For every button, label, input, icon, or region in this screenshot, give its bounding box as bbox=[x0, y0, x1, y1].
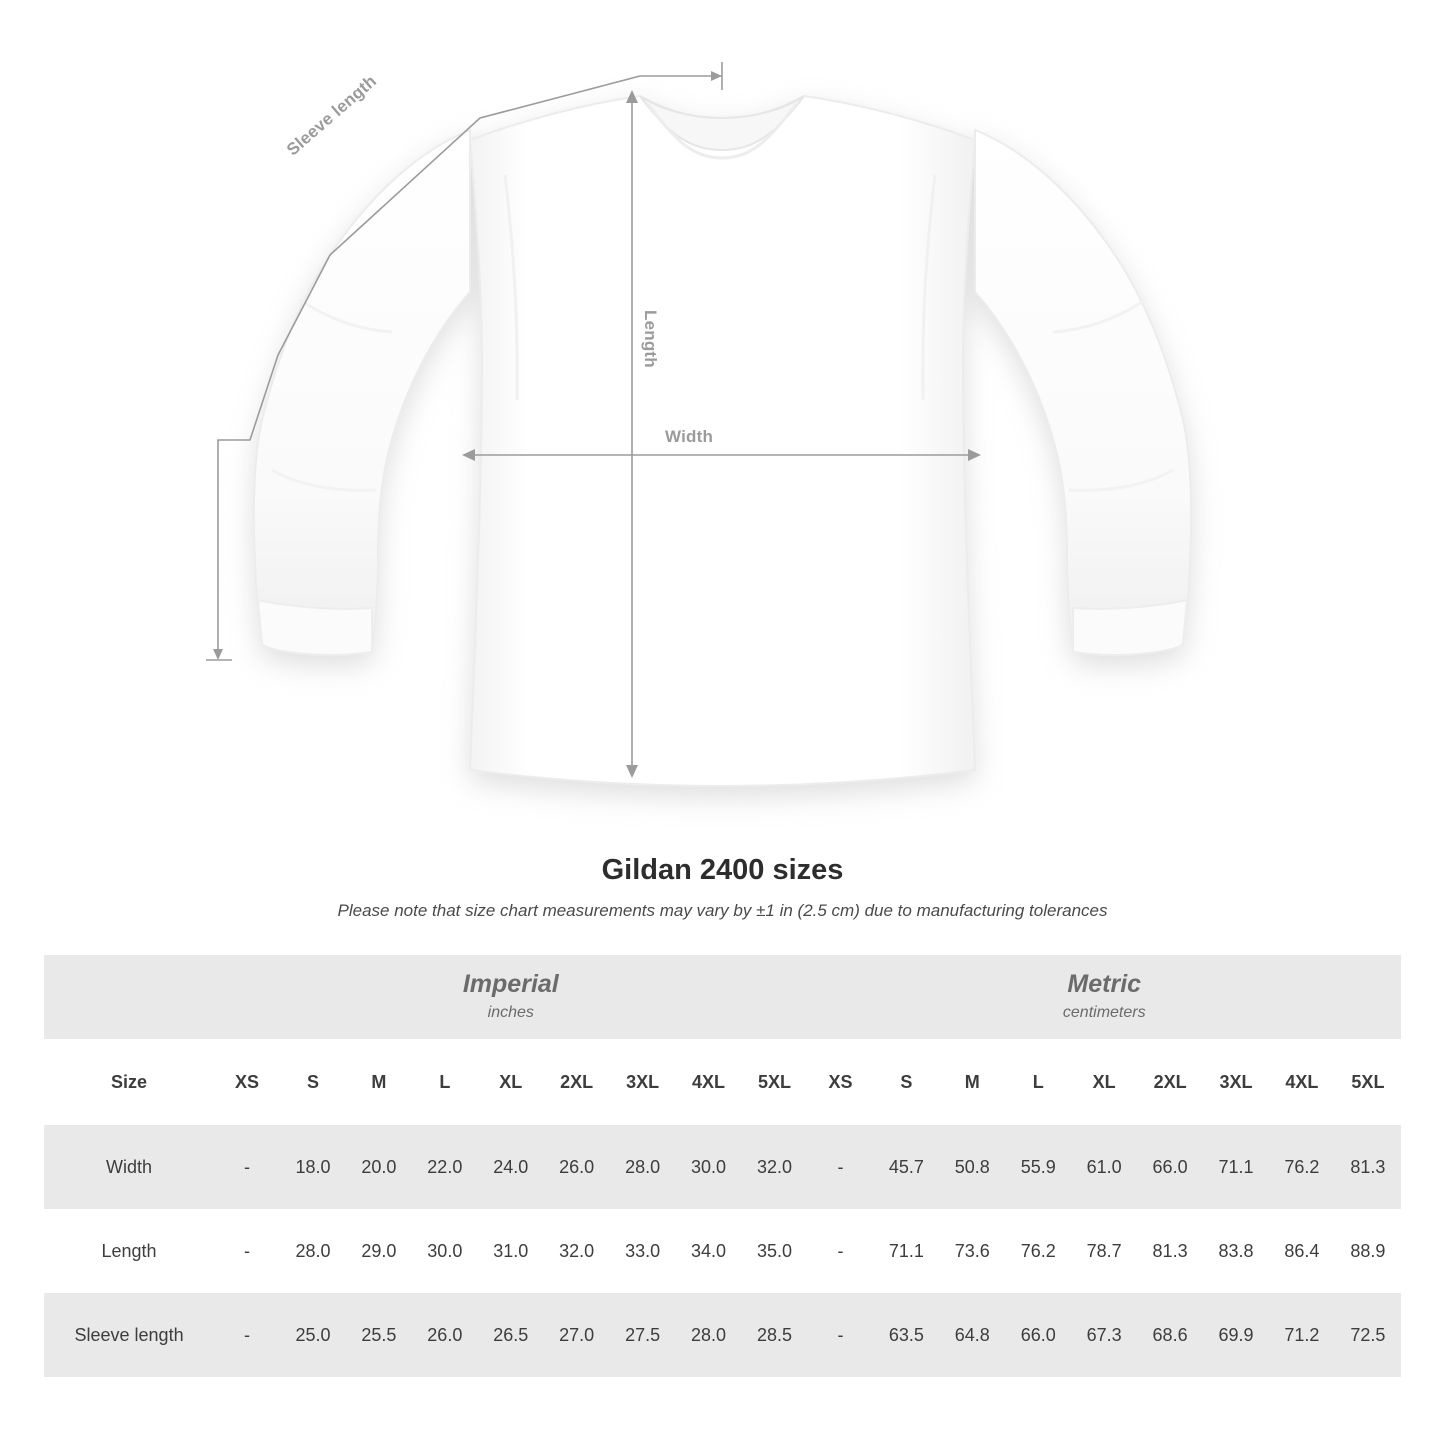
col-header-imperial-l: L bbox=[412, 1039, 478, 1125]
cell-width-imperial-m: 20.0 bbox=[346, 1125, 412, 1209]
cell-length-metric-5xl: 88.9 bbox=[1335, 1209, 1401, 1293]
cell-width-imperial-4xl: 30.0 bbox=[676, 1125, 742, 1209]
size-table-wrapper bbox=[44, 955, 1401, 1377]
col-header-metric-l: L bbox=[1005, 1039, 1071, 1125]
chart-title-block bbox=[0, 854, 1445, 921]
cell-width-metric-4xl: 76.2 bbox=[1269, 1125, 1335, 1209]
cell-sleeve-imperial-3xl: 27.5 bbox=[610, 1293, 676, 1377]
cell-width-metric-5xl: 81.3 bbox=[1335, 1125, 1401, 1209]
length-dimension-label: Length bbox=[641, 310, 660, 368]
cell-sleeve-metric-5xl: 72.5 bbox=[1335, 1293, 1401, 1377]
cell-width-metric-3xl: 71.1 bbox=[1203, 1125, 1269, 1209]
cell-sleeve-imperial-5xl: 28.5 bbox=[741, 1293, 807, 1377]
cell-length-metric-2xl: 81.3 bbox=[1137, 1209, 1203, 1293]
imperial-unit-sub: inches bbox=[487, 1003, 534, 1021]
cell-length-metric-3xl: 83.8 bbox=[1203, 1209, 1269, 1293]
col-header-metric-s: S bbox=[873, 1039, 939, 1125]
sleeve-length-dimension-label: Sleeve length bbox=[283, 71, 381, 160]
row-label-sleeve-length: Sleeve length bbox=[44, 1293, 214, 1377]
row-label-width: Width bbox=[44, 1125, 214, 1209]
shirt-shape bbox=[254, 96, 1191, 786]
cell-width-metric-xs: - bbox=[808, 1125, 874, 1209]
row-label-length: Length bbox=[44, 1209, 214, 1293]
cell-sleeve-imperial-l: 26.0 bbox=[412, 1293, 478, 1377]
col-header-metric-2xl: 2XL bbox=[1137, 1039, 1203, 1125]
width-dimension-label: Width bbox=[665, 427, 714, 446]
table-row bbox=[44, 1209, 1401, 1293]
col-header-imperial-2xl: 2XL bbox=[544, 1039, 610, 1125]
units-blank-cell bbox=[44, 955, 214, 1039]
cell-sleeve-imperial-xs: - bbox=[214, 1293, 280, 1377]
cell-sleeve-imperial-4xl: 28.0 bbox=[676, 1293, 742, 1377]
cell-length-metric-xl: 78.7 bbox=[1071, 1209, 1137, 1293]
cell-width-imperial-xl: 24.0 bbox=[478, 1125, 544, 1209]
cell-length-imperial-5xl: 35.0 bbox=[741, 1209, 807, 1293]
cell-width-imperial-2xl: 26.0 bbox=[544, 1125, 610, 1209]
imperial-unit-name: Imperial bbox=[462, 969, 559, 998]
cell-width-imperial-3xl: 28.0 bbox=[610, 1125, 676, 1209]
col-header-metric-4xl: 4XL bbox=[1269, 1039, 1335, 1125]
cell-sleeve-metric-2xl: 68.6 bbox=[1137, 1293, 1203, 1377]
col-header-metric-xs: XS bbox=[808, 1039, 874, 1125]
cell-length-imperial-2xl: 32.0 bbox=[544, 1209, 610, 1293]
cell-sleeve-imperial-2xl: 27.0 bbox=[544, 1293, 610, 1377]
col-header-imperial-5xl: 5XL bbox=[741, 1039, 807, 1125]
size-chart-table bbox=[44, 955, 1401, 1377]
cell-length-imperial-l: 30.0 bbox=[412, 1209, 478, 1293]
cell-width-metric-m: 50.8 bbox=[939, 1125, 1005, 1209]
col-header-metric-xl: XL bbox=[1071, 1039, 1137, 1125]
cell-length-metric-s: 71.1 bbox=[873, 1209, 939, 1293]
cell-width-imperial-l: 22.0 bbox=[412, 1125, 478, 1209]
cell-sleeve-metric-m: 64.8 bbox=[939, 1293, 1005, 1377]
col-header-metric-3xl: 3XL bbox=[1203, 1039, 1269, 1125]
metric-unit-name: Metric bbox=[1067, 969, 1142, 998]
cell-sleeve-metric-l: 66.0 bbox=[1005, 1293, 1071, 1377]
size-row-header: Size bbox=[44, 1039, 214, 1125]
cell-length-imperial-4xl: 34.0 bbox=[676, 1209, 742, 1293]
units-header-row bbox=[44, 955, 1401, 1039]
cell-length-imperial-3xl: 33.0 bbox=[610, 1209, 676, 1293]
table-row bbox=[44, 1293, 1401, 1377]
cell-sleeve-imperial-xl: 26.5 bbox=[478, 1293, 544, 1377]
cell-length-imperial-s: 28.0 bbox=[280, 1209, 346, 1293]
cell-width-imperial-5xl: 32.0 bbox=[741, 1125, 807, 1209]
cell-width-imperial-s: 18.0 bbox=[280, 1125, 346, 1209]
cell-width-metric-xl: 61.0 bbox=[1071, 1125, 1137, 1209]
size-header-row bbox=[44, 1039, 1401, 1125]
cell-length-metric-m: 73.6 bbox=[939, 1209, 1005, 1293]
cell-length-metric-4xl: 86.4 bbox=[1269, 1209, 1335, 1293]
cell-sleeve-imperial-m: 25.5 bbox=[346, 1293, 412, 1377]
col-header-imperial-xl: XL bbox=[478, 1039, 544, 1125]
cell-length-imperial-xl: 31.0 bbox=[478, 1209, 544, 1293]
table-row bbox=[44, 1125, 1401, 1209]
cell-length-metric-l: 76.2 bbox=[1005, 1209, 1071, 1293]
col-header-imperial-s: S bbox=[280, 1039, 346, 1125]
cell-width-metric-s: 45.7 bbox=[873, 1125, 939, 1209]
tolerance-note: Please note that size chart measurements may vary by ±1 in (2.5 cm) due to manufacturing tolerances bbox=[337, 901, 1108, 920]
cell-sleeve-imperial-s: 25.0 bbox=[280, 1293, 346, 1377]
col-header-imperial-4xl: 4XL bbox=[676, 1039, 742, 1125]
cell-sleeve-metric-xs: - bbox=[808, 1293, 874, 1377]
cell-length-metric-xs: - bbox=[808, 1209, 874, 1293]
col-header-imperial-m: M bbox=[346, 1039, 412, 1125]
cell-sleeve-metric-s: 63.5 bbox=[873, 1293, 939, 1377]
cell-width-metric-l: 55.9 bbox=[1005, 1125, 1071, 1209]
metric-unit-header bbox=[808, 955, 1402, 1039]
cell-sleeve-metric-4xl: 71.2 bbox=[1269, 1293, 1335, 1377]
metric-unit-sub: centimeters bbox=[1062, 1003, 1146, 1021]
cell-sleeve-metric-xl: 67.3 bbox=[1071, 1293, 1137, 1377]
cell-sleeve-metric-3xl: 69.9 bbox=[1203, 1293, 1269, 1377]
imperial-unit-header bbox=[214, 955, 807, 1039]
cell-width-metric-2xl: 66.0 bbox=[1137, 1125, 1203, 1209]
cell-width-imperial-xs: - bbox=[214, 1125, 280, 1209]
col-header-imperial-3xl: 3XL bbox=[610, 1039, 676, 1125]
col-header-metric-m: M bbox=[939, 1039, 1005, 1125]
cell-length-imperial-m: 29.0 bbox=[346, 1209, 412, 1293]
col-header-imperial-xs: XS bbox=[214, 1039, 280, 1125]
col-header-metric-5xl: 5XL bbox=[1335, 1039, 1401, 1125]
page-title: Gildan 2400 sizes bbox=[601, 854, 844, 886]
cell-length-imperial-xs: - bbox=[214, 1209, 280, 1293]
